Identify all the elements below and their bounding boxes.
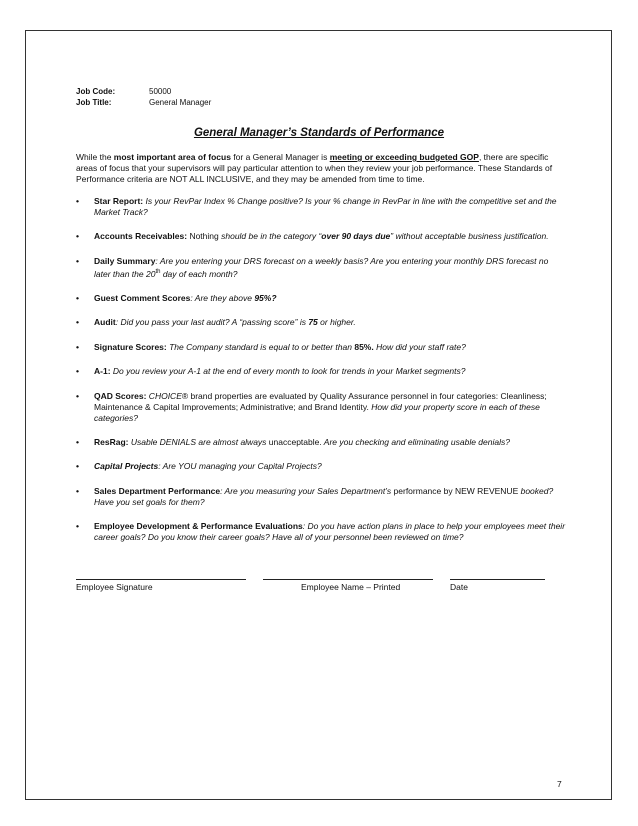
item-label: Guest Comment Scores xyxy=(94,293,191,303)
item-bold: 75 xyxy=(308,317,318,328)
item-text: : Are you entering your DRS forecast on a weekly basis? Are you entering your monthly DRS forecast no later than the 20 xyxy=(94,255,549,279)
bullet-icon: • xyxy=(76,341,79,352)
job-title-value: General Manager xyxy=(149,97,212,107)
bullet-icon: • xyxy=(76,485,79,496)
item-bold: 85%. xyxy=(354,341,374,352)
document-title: General Manager’s Standards of Performance xyxy=(193,127,445,139)
item-text: : Do you have action plans in place to help your employees meet their career goals? Do you know their career goals? Have all of your personnel been reviewed on time? xyxy=(94,521,566,543)
employee-name-line[interactable] xyxy=(263,569,433,580)
bullet-icon: • xyxy=(76,436,79,447)
item-label: Signature Scores: xyxy=(94,341,167,352)
bullet-icon: • xyxy=(76,390,79,401)
item-text: How did your staff rate? xyxy=(373,341,466,352)
item-text: CHOICE xyxy=(146,390,182,401)
job-header xyxy=(76,87,211,108)
list-item-daily-summary xyxy=(76,256,566,280)
item-label: Audit xyxy=(94,317,116,328)
item-bold: 95%? xyxy=(254,293,277,303)
item-text: The Company standard is equal to or better than xyxy=(166,341,355,352)
item-text: : Are they above xyxy=(190,293,255,303)
bullet-icon: • xyxy=(76,366,79,377)
item-text: : Are YOU managing your Capital Projects? xyxy=(158,461,322,472)
item-text: ” without acceptable business justification. xyxy=(390,231,549,242)
standards-list xyxy=(76,196,566,557)
item-bold: over 90 days due xyxy=(321,231,391,242)
list-item-employee-development xyxy=(76,521,566,543)
employee-signature-label: Employee Signature xyxy=(76,582,153,592)
item-text: : Are you measuring your Sales Department’s xyxy=(220,485,394,496)
bullet-icon: • xyxy=(76,231,79,242)
intro-bold: most important area of focus xyxy=(113,152,231,162)
item-label: Daily Summary xyxy=(94,255,156,266)
registered-mark: ® xyxy=(181,390,189,401)
list-item-qad-scores xyxy=(76,391,566,424)
intro-paragraph xyxy=(76,152,566,185)
list-item-sales-performance xyxy=(76,486,566,508)
intro-text-3: , there are specific areas of focus that your supervisors will pay particular attention to when they review your job performance. These Standards of Performance criteria are NOT ALL INCLUSIVE, and they may be amended from time to time. xyxy=(76,152,553,184)
date-label: Date xyxy=(450,582,468,592)
intro-text-1: While the xyxy=(76,152,114,162)
list-item-star-report xyxy=(76,196,566,218)
list-item-guest-comment-scores xyxy=(76,293,566,304)
job-code-label: Job Code: xyxy=(76,87,116,96)
item-text: brand properties are evaluated by Quality Assurance personnel in four categories: Cleanliness; Maintenance & Capital Improvements; Administrative; and Brand Identity. xyxy=(94,390,547,412)
item-text: Do you review your A-1 at the end of every month to look for trends in your Market segments? xyxy=(110,366,466,377)
item-text: : Did you pass your last audit? A “passing score” is xyxy=(115,317,309,328)
item-text: booked? Have you set goals for them? xyxy=(94,485,554,507)
item-label: Employee Development & Performance Evaluations xyxy=(94,521,303,532)
list-item-resrag xyxy=(76,437,566,448)
item-text: Usable DENIALS are almost always xyxy=(128,436,269,447)
item-sup: th xyxy=(155,268,161,275)
list-item-a1 xyxy=(76,366,566,377)
item-text: Nothing xyxy=(187,231,222,242)
list-item-audit xyxy=(76,317,566,328)
item-label: Capital Projects xyxy=(94,461,159,472)
employee-name-label: Employee Name – Printed xyxy=(301,582,401,592)
item-text: Are you checking and eliminating usable denials? xyxy=(321,436,510,447)
item-label: Accounts Receivables: xyxy=(94,231,188,242)
bullet-icon: • xyxy=(76,461,79,472)
item-text: should be in the category “ xyxy=(221,231,322,242)
item-text: performance by NEW REVENUE xyxy=(393,485,519,496)
item-label: A-1: xyxy=(94,366,111,377)
intro-text-2: for a General Manager is xyxy=(230,152,330,162)
list-item-signature-scores xyxy=(76,342,566,353)
list-item-capital-projects xyxy=(76,461,566,472)
item-label: Star Report: xyxy=(94,196,144,206)
item-label: ResRag: xyxy=(94,436,129,447)
item-text: unacceptable. xyxy=(268,436,322,447)
employee-signature-line[interactable] xyxy=(76,569,246,580)
page-number: 7 xyxy=(557,779,562,789)
job-title-row xyxy=(76,98,211,109)
bullet-icon: • xyxy=(76,317,79,328)
list-item-accounts-receivables xyxy=(76,231,566,242)
bullet-icon: • xyxy=(76,293,79,303)
item-text: day of each month? xyxy=(160,268,238,279)
item-text: How did your property score in each of these categories? xyxy=(94,401,540,423)
item-label: QAD Scores: xyxy=(94,390,147,401)
job-code-row xyxy=(76,87,211,98)
signature-area xyxy=(0,569,638,599)
bullet-icon: • xyxy=(76,196,79,206)
intro-underline: meeting or exceeding budgeted GOP xyxy=(329,152,479,162)
date-line[interactable] xyxy=(450,569,545,580)
bullet-icon: • xyxy=(76,521,79,532)
item-text: or higher. xyxy=(317,317,356,328)
bullet-icon: • xyxy=(76,255,79,266)
item-label: Sales Department Performance xyxy=(94,485,221,496)
job-code-value: 50000 xyxy=(149,87,172,96)
item-text: Is your RevPar Index % Change positive? Is your % change in RevPar in line with the competitive set and the Market Track? xyxy=(94,196,557,217)
job-title-label: Job Title: xyxy=(76,97,112,107)
